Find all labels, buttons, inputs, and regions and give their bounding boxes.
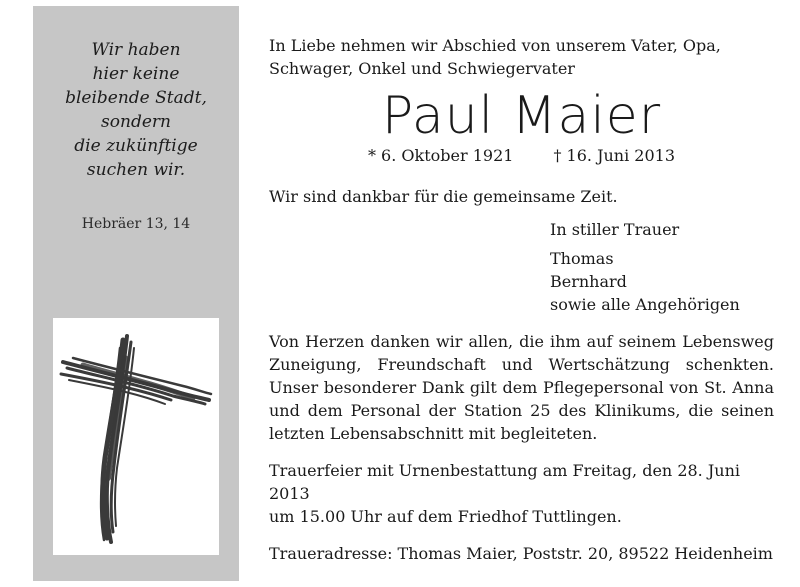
mourners-block bbox=[550, 218, 774, 316]
verse-line: die zukünftige bbox=[74, 136, 198, 156]
gratitude-paragraph: Von Herzen danken wir allen, die ihm auf seinem Lebensweg Zuneigung, Freundschaft und Wertschätzung schenkten. Unser besonderer Dank gilt dem Pflegepersonal von St. Anna und dem Personal der Station 25 des Klinikums, die seinen letzten Lebensabschnitt mit begleiteten. bbox=[269, 332, 774, 443]
mourner-name: Thomas bbox=[550, 249, 614, 268]
life-dates bbox=[269, 144, 774, 167]
verse-line: sondern bbox=[101, 112, 171, 132]
intro-line: In Liebe nehmen wir Abschied von unserem Vater, Opa, bbox=[269, 36, 721, 55]
obituary-content bbox=[269, 34, 774, 565]
verse-line: hier keine bbox=[92, 64, 180, 84]
ceremony-line: um 15.00 Uhr auf dem Friedhof Tuttlingen. bbox=[269, 507, 622, 526]
verse-line: suchen wir. bbox=[86, 160, 186, 180]
verse-reference: Hebräer 13, 14 bbox=[81, 216, 191, 232]
verse-line: bleibende Stadt, bbox=[65, 88, 207, 108]
ceremony-line: Trauerfeier mit Urnenbestattung am Freitag, den 28. Juni 2013 bbox=[269, 461, 740, 503]
intro-text bbox=[269, 34, 774, 80]
cross-image-frame bbox=[53, 318, 219, 555]
thanks-line: Wir sind dankbar für die gemeinsame Zeit. bbox=[269, 187, 618, 206]
death-date: † 16. Juni 2013 bbox=[553, 146, 676, 165]
mourners-heading: In stiller Trauer bbox=[550, 220, 680, 239]
mourner-name: Bernhard bbox=[550, 272, 627, 291]
mourning-address: Traueradresse: Thomas Maier, Poststr. 20, 89522 Heidenheim bbox=[269, 544, 773, 563]
intro-line: Schwager, Onkel und Schwiegervater bbox=[269, 59, 575, 78]
birth-date: * 6. Oktober 1921 bbox=[367, 146, 514, 165]
ceremony-info bbox=[269, 459, 774, 528]
bible-verse bbox=[33, 38, 239, 182]
cross-icon bbox=[53, 318, 219, 555]
verse-line: Wir haben bbox=[91, 40, 181, 60]
deceased-name: Paul Maier bbox=[381, 86, 662, 146]
mourner-name: sowie alle Angehörigen bbox=[550, 295, 740, 314]
